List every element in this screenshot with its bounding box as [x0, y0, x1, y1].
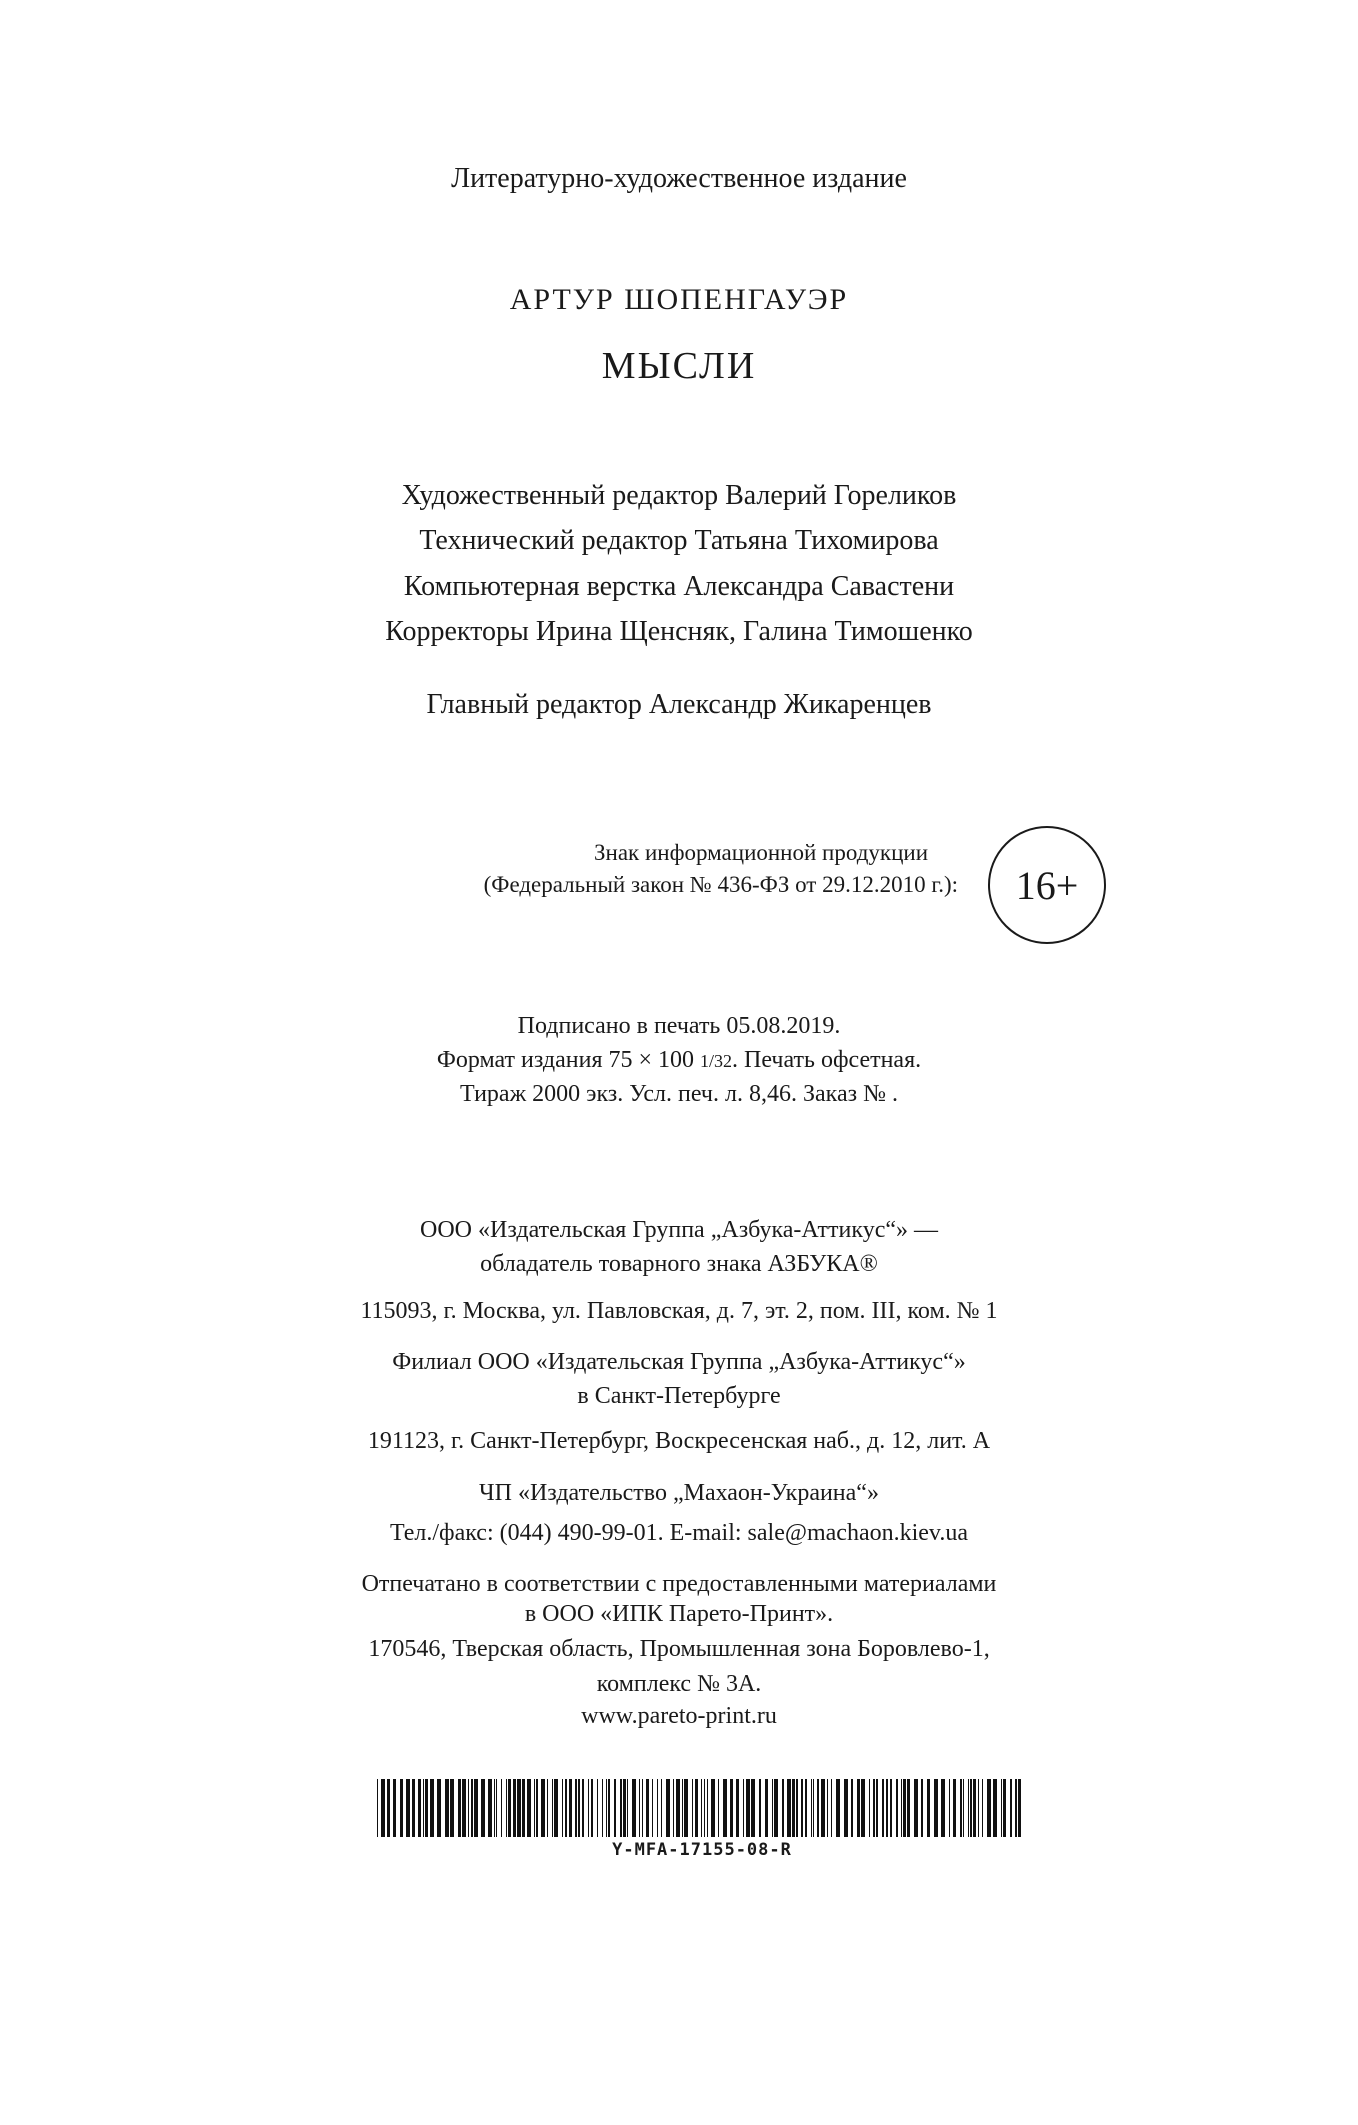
- barcode-bar: [471, 1779, 473, 1837]
- barcode-bar: [1018, 1779, 1021, 1837]
- barcode-bar: [941, 1779, 945, 1837]
- barcode-bar: [606, 1779, 607, 1837]
- barcode-bar: [582, 1779, 584, 1837]
- age-sign-line1: Знак информационной продукции: [594, 840, 928, 865]
- barcode-bar: [1010, 1779, 1012, 1837]
- barcode-bar: [597, 1779, 598, 1837]
- barcode-bar: [684, 1779, 688, 1837]
- barcode-bar: [707, 1779, 708, 1837]
- barcode-bar: [445, 1779, 449, 1837]
- barcode-bar: [782, 1779, 784, 1837]
- barcode-bar: [575, 1779, 577, 1837]
- barcode-bar: [682, 1779, 683, 1837]
- barcode-bar: [437, 1779, 441, 1837]
- barcode-bar: [614, 1779, 616, 1837]
- branch-line1: Филиал ООО «Издательская Группа „Азбука-Аттикус“»: [392, 1349, 966, 1375]
- print-format: [0, 1045, 1358, 1076]
- format-prefix: Формат издания 75 × 100: [436, 1047, 701, 1073]
- barcode-bar: [513, 1779, 516, 1837]
- barcode-bar: [890, 1779, 892, 1837]
- barcode-bar: [927, 1779, 930, 1837]
- barcode-bar: [751, 1779, 755, 1837]
- barcode-bar: [632, 1779, 636, 1837]
- printer-line3: 170546, Тверская область, Промышленная зона Боровлево-1,: [368, 1636, 990, 1662]
- age-sign-line2: (Федеральный закон № 436-ФЗ от 29.12.2010 г.):: [483, 872, 958, 897]
- barcode-bar: [876, 1779, 878, 1837]
- barcode-bar: [813, 1779, 814, 1837]
- barcode-bar: [960, 1779, 962, 1837]
- barcode-bar: [501, 1779, 502, 1837]
- barcode-bar: [494, 1779, 495, 1837]
- barcode-bar: [695, 1779, 698, 1837]
- author-name: АРТУР ШОПЕНГАУЭР: [509, 283, 849, 316]
- barcode-bar: [982, 1779, 983, 1837]
- barcode-bar: [711, 1779, 715, 1837]
- publisher-name-2: обладатель товарного знака АЗБУКА®: [480, 1251, 878, 1277]
- barcode-bar: [704, 1779, 705, 1837]
- barcode-bar: [801, 1779, 803, 1837]
- barcode-bar: [968, 1779, 969, 1837]
- barcode-bar: [836, 1779, 840, 1837]
- printer-line1: Отпечатано в соответствии с предоставленными материалами: [361, 1571, 997, 1597]
- barcode-bar: [458, 1779, 461, 1837]
- barcode-bar: [506, 1779, 507, 1837]
- barcode-bar: [896, 1779, 898, 1837]
- barcode-bar: [527, 1779, 531, 1837]
- barcode-bar: [468, 1779, 469, 1837]
- barcode-bar: [666, 1779, 670, 1837]
- barcode-bar: [608, 1779, 610, 1837]
- barcode-bar: [430, 1779, 434, 1837]
- printer-line4: комплекс № 3А.: [596, 1671, 762, 1697]
- barcode-bar: [462, 1779, 466, 1837]
- barcode-bar: [827, 1779, 828, 1837]
- barcode-bar: [450, 1779, 454, 1837]
- barcode-bar: [821, 1779, 825, 1837]
- barcode-bar: [522, 1779, 525, 1837]
- credit-art-editor: Художественный редактор Валерий Гореликов: [401, 480, 957, 511]
- barcode-bar: [591, 1779, 593, 1837]
- credit-tech-editor: Технический редактор Татьяна Тихомирова: [419, 525, 939, 556]
- barcode-bar: [901, 1779, 902, 1837]
- barcode-bar: [676, 1779, 680, 1837]
- barcode-bar: [831, 1779, 832, 1837]
- barcode-bar: [844, 1779, 848, 1837]
- barcode-bar: [387, 1779, 390, 1837]
- barcode-bar: [534, 1779, 535, 1837]
- barcode-bar: [588, 1779, 589, 1837]
- barcode-bar: [987, 1779, 991, 1837]
- barcode-bar: [381, 1779, 385, 1837]
- barcode-bar: [746, 1779, 750, 1837]
- barcode-bar: [652, 1779, 653, 1837]
- barcode-bar: [787, 1779, 791, 1837]
- barcode-image: [377, 1779, 1027, 1837]
- barcode-bar: [1015, 1779, 1017, 1837]
- barcode-bar: [657, 1779, 658, 1837]
- barcode-bar: [903, 1779, 906, 1837]
- barcode-bar: [673, 1779, 674, 1837]
- barcode-bar: [774, 1779, 778, 1837]
- barcode-bar: [723, 1779, 727, 1837]
- barcode-bar: [993, 1779, 997, 1837]
- publisher-address: 115093, г. Москва, ул. Павловская, д. 7, эт. 2, пом. III, ком. № 1: [360, 1298, 998, 1324]
- barcode-bar: [1001, 1779, 1002, 1837]
- barcode-bar: [851, 1779, 853, 1837]
- barcode-bar: [393, 1779, 396, 1837]
- book-title: МЫСЛИ: [601, 345, 757, 387]
- barcode-bar: [970, 1779, 972, 1837]
- barcode-bar: [541, 1779, 545, 1837]
- printer-website: www.pareto-print.ru: [581, 1703, 777, 1729]
- barcode-bar: [792, 1779, 795, 1837]
- barcode-bar: [949, 1779, 950, 1837]
- barcode-bar: [934, 1779, 938, 1837]
- barcode-bar: [481, 1779, 485, 1837]
- barcode-bar: [642, 1779, 643, 1837]
- barcode-bar: [817, 1779, 819, 1837]
- barcode-bar: [547, 1779, 548, 1837]
- barcode-bar: [718, 1779, 719, 1837]
- barcode-bar: [425, 1779, 428, 1837]
- barcode-bar: [869, 1779, 870, 1837]
- barcode-bar: [488, 1779, 492, 1837]
- age-rating-badge: 16+: [988, 826, 1106, 944]
- print-signed: Подписано в печать 05.08.2019.: [517, 1013, 841, 1039]
- barcode-bar: [569, 1779, 572, 1837]
- barcode-bar: [805, 1779, 807, 1837]
- barcode-bar: [646, 1779, 649, 1837]
- barcode-bar: [978, 1779, 979, 1837]
- branch-address: 191123, г. Санкт-Петербург, Воскресенская наб., д. 12, лит. А: [367, 1428, 991, 1454]
- barcode-bar: [692, 1779, 693, 1837]
- barcode-bar: [639, 1779, 640, 1837]
- barcode-bar: [963, 1779, 964, 1837]
- barcode-bar: [496, 1779, 497, 1837]
- branch-line2: в Санкт-Петербурге: [577, 1383, 781, 1409]
- barcode-caption: Y-MFA-17155-08-R: [612, 1840, 792, 1860]
- barcode-bar: [886, 1779, 888, 1837]
- barcode-bar: [914, 1779, 918, 1837]
- barcode-bar: [552, 1779, 553, 1837]
- barcode-bar: [953, 1779, 956, 1837]
- barcode-bar: [907, 1779, 910, 1837]
- barcode-bar: [743, 1779, 744, 1837]
- barcode-bar: [765, 1779, 768, 1837]
- age-sign-text: [290, 837, 958, 901]
- barcode-bar: [562, 1779, 563, 1837]
- barcode-bar: [602, 1779, 603, 1837]
- barcode-bar: [661, 1779, 662, 1837]
- barcode-bar: [811, 1779, 812, 1837]
- printer-line2: в ООО «ИПК Парето-Принт».: [524, 1601, 834, 1627]
- barcode-bar: [772, 1779, 773, 1837]
- barcode-bar: [517, 1779, 521, 1837]
- barcode-bar: [565, 1779, 567, 1837]
- publisher-name-1: ООО «Издательская Группа „Азбука-Аттикус“» —: [420, 1217, 938, 1243]
- barcode-bar: [921, 1779, 923, 1837]
- barcode-bar: [730, 1779, 733, 1837]
- barcode-bar: [623, 1779, 626, 1837]
- barcode-bar: [1003, 1779, 1006, 1837]
- barcode-bar: [412, 1779, 415, 1837]
- barcode-bar: [736, 1779, 739, 1837]
- barcode-bar: [377, 1779, 378, 1837]
- barcode-bar: [578, 1779, 580, 1837]
- barcode-bar: [759, 1779, 761, 1837]
- ukraine-line1: ЧП «Издательство „Махаон-Украина“»: [479, 1480, 879, 1506]
- barcode-bar: [873, 1779, 875, 1837]
- chief-editor: Главный редактор Александр Жикаренцев: [426, 689, 932, 720]
- credit-proofreaders: Корректоры Ирина Щенсняк, Галина Тимошенко: [385, 616, 973, 647]
- barcode-bar: [474, 1779, 478, 1837]
- barcode-bar: [406, 1779, 410, 1837]
- barcode-bar: [400, 1779, 403, 1837]
- credit-layout: Компьютерная верстка Александра Савастени: [403, 571, 955, 602]
- barcode-bar: [423, 1779, 424, 1837]
- barcode-bar: [861, 1779, 865, 1837]
- barcode-bar: [882, 1779, 884, 1837]
- edition-type: Литературно-художественное издание: [451, 163, 907, 194]
- print-run: Тираж 2000 экз. Усл. печ. л. 8,46. Заказ № .: [460, 1081, 898, 1107]
- barcode-bar: [973, 1779, 976, 1837]
- format-fraction: 1/32: [700, 1051, 733, 1071]
- barcode-bar: [536, 1779, 538, 1837]
- format-suffix: . Печать офсетная.: [732, 1047, 922, 1073]
- barcode-bar: [554, 1779, 558, 1837]
- barcode-bar: [701, 1779, 702, 1837]
- barcode-bar: [418, 1779, 421, 1837]
- barcode-bar: [508, 1779, 511, 1837]
- barcode-bar: [627, 1779, 628, 1837]
- barcode-bar: [857, 1779, 860, 1837]
- ukraine-contacts: Тел./факс: (044) 490-99-01. E-mail: sale@machaon.kiev.ua: [389, 1520, 969, 1546]
- barcode-bar: [620, 1779, 622, 1837]
- barcode-bar: [796, 1779, 798, 1837]
